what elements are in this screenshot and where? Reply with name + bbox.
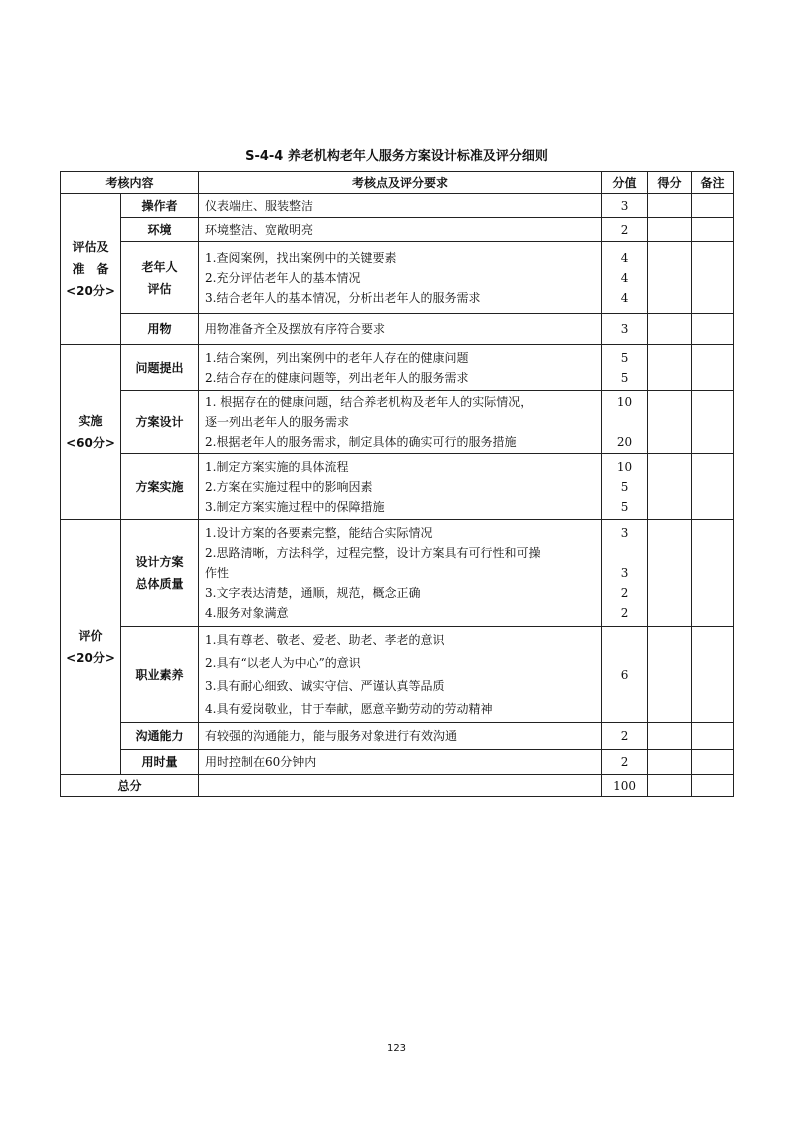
score-cell: [602, 750, 648, 775]
category-assessment: [61, 194, 121, 345]
score-value: 3: [620, 526, 629, 540]
item-elder-assessment: [121, 242, 199, 314]
item-plan-design: 方案设计: [121, 391, 199, 454]
total-requirement-cell: [199, 775, 602, 797]
category-line: <60分>: [66, 436, 115, 450]
score-cell: [602, 218, 648, 242]
item-time-used: 用时量: [121, 750, 199, 775]
score-value: 4: [620, 270, 629, 285]
requirement-cell: [199, 723, 602, 750]
requirement-line: 1.具有尊老、敬老、爱老、助老、孝老的意识: [205, 632, 445, 647]
note-cell: [692, 520, 734, 627]
table-row: [61, 627, 734, 723]
item-professionalism: 职业素养: [121, 627, 199, 723]
got-cell: [648, 723, 692, 750]
requirement-line: 环境整洁、宽敞明亮: [205, 222, 314, 237]
score-value: 3: [620, 198, 629, 213]
got-cell: [648, 242, 692, 314]
header-content: 考核内容: [61, 172, 199, 194]
score-value: 3: [620, 322, 629, 336]
got-cell: [648, 314, 692, 345]
score-value: 5: [620, 479, 629, 494]
category-line: 评价: [78, 629, 103, 643]
score-value: 10: [616, 459, 633, 474]
score-value: 5: [620, 499, 629, 514]
requirement-line: 用时控制在60分钟内: [205, 755, 317, 769]
item-overall-quality: [121, 520, 199, 627]
score-value: 3: [620, 566, 629, 580]
score-cell: [602, 314, 648, 345]
category-line: 评估及: [72, 240, 109, 254]
requirement-cell: [199, 454, 602, 520]
header-row: [61, 172, 734, 194]
requirement-cell: [199, 242, 602, 314]
table-row: [61, 242, 734, 314]
total-score: 100: [602, 775, 648, 797]
requirement-line: 2.充分评估老年人的基本情况: [205, 270, 361, 285]
score-value: 4: [620, 290, 629, 305]
requirement-line: 3.具有耐心细致、诚实守信、严谨认真等品质: [205, 678, 445, 693]
requirement-line: 作性: [205, 566, 230, 580]
note-cell: [692, 775, 734, 797]
score-cell: [602, 454, 648, 520]
table-row: [61, 454, 734, 520]
requirement-line: 用物准备齐全及摆放有序符合要求: [205, 322, 386, 336]
table-row: [61, 723, 734, 750]
got-cell: [648, 750, 692, 775]
requirement-cell: [199, 345, 602, 391]
requirement-line: 3.文字表达清楚，通顺，规范，概念正确: [205, 586, 421, 600]
requirement-line: 1.设计方案的各要素完整，能结合实际情况: [205, 526, 433, 540]
total-row: [61, 775, 734, 797]
header-note: 备注: [692, 172, 734, 194]
requirement-line: 4.服务对象满意: [205, 606, 289, 620]
table-row: [61, 345, 734, 391]
score-value: 6: [620, 667, 629, 682]
requirement-line: 3.制定方案实施过程中的保障措施: [205, 499, 385, 514]
table-row: [61, 218, 734, 242]
score-value: 4: [620, 250, 629, 265]
category-line: 实施: [78, 414, 103, 428]
requirement-line: 3.结合老年人的基本情况，分析出老年人的服务需求: [205, 290, 481, 305]
got-cell: [648, 345, 692, 391]
scoring-table: [60, 171, 734, 797]
requirement-line: 2.结合存在的健康问题等，列出老年人的服务需求: [205, 370, 469, 385]
category-line: <20分>: [66, 651, 115, 665]
note-cell: [692, 454, 734, 520]
requirement-line: 1. 根据存在的健康问题，结合养老机构及老年人的实际情况，: [205, 395, 533, 409]
item-line: 总体质量: [135, 577, 184, 591]
item-plan-implementation: 方案实施: [121, 454, 199, 520]
score-value: 2: [620, 222, 629, 237]
requirement-cell: [199, 520, 602, 627]
requirement-cell: [199, 391, 602, 454]
note-cell: [692, 750, 734, 775]
score-cell: [602, 520, 648, 627]
requirement-line: 1.结合案例，列出案例中的老年人存在的健康问题: [205, 350, 469, 365]
requirement-line: 1.查阅案例，找出案例中的关键要素: [205, 250, 397, 265]
note-cell: [692, 391, 734, 454]
header-score: 分值: [602, 172, 648, 194]
requirement-line: 2.具有“以老人为中心”的意识: [205, 655, 361, 670]
score-value: 5: [620, 370, 629, 385]
got-cell: [648, 218, 692, 242]
header-got: 得分: [648, 172, 692, 194]
note-cell: [692, 627, 734, 723]
score-cell: [602, 194, 648, 218]
requirement-line: 2.根据老年人的服务需求，制定具体的确实可行的服务措施: [205, 435, 517, 449]
score-value: 5: [620, 350, 629, 365]
score-value: 2: [620, 606, 629, 620]
item-problem: 问题提出: [121, 345, 199, 391]
score-value: [602, 412, 647, 432]
score-cell: [602, 391, 648, 454]
got-cell: [648, 627, 692, 723]
category-implementation: [61, 345, 121, 520]
got-cell: [648, 520, 692, 627]
requirement-line: 仪表端庄、服装整洁: [205, 198, 314, 213]
score-value: 20: [616, 435, 633, 449]
requirement-line: 有较强的沟通能力，能与服务对象进行有效沟通: [205, 729, 458, 743]
got-cell: [648, 391, 692, 454]
item-operator: 操作者: [121, 194, 199, 218]
requirement-cell: [199, 218, 602, 242]
score-value: 2: [620, 755, 629, 769]
total-label: 总分: [61, 775, 199, 797]
item-line: 评估: [147, 281, 172, 296]
requirement-line: 2.思路清晰，方法科学，过程完整，设计方案具有可行性和可操: [205, 546, 541, 560]
category-line: <20分>: [66, 284, 115, 298]
table-title: S-4-4 养老机构老年人服务方案设计标准及评分细则: [245, 149, 548, 164]
requirement-line: 1.制定方案实施的具体流程: [205, 459, 349, 474]
category-evaluation: [61, 520, 121, 775]
item-supplies: 用物: [121, 314, 199, 345]
note-cell: [692, 345, 734, 391]
note-cell: [692, 314, 734, 345]
score-cell: [602, 345, 648, 391]
table-row: [61, 750, 734, 775]
table-row: [61, 314, 734, 345]
score-cell: [602, 242, 648, 314]
table-row: [61, 520, 734, 627]
note-cell: [692, 194, 734, 218]
requirement-cell: [199, 627, 602, 723]
got-cell: [648, 194, 692, 218]
requirement-cell: [199, 314, 602, 345]
item-environment: 环境: [121, 218, 199, 242]
note-cell: [692, 723, 734, 750]
requirement-line: 逐一列出老年人的服务需求: [205, 415, 350, 429]
table-row: [61, 391, 734, 454]
note-cell: [692, 218, 734, 242]
score-value: [602, 543, 647, 563]
requirement-line: 2.方案在实施过程中的影响因素: [205, 479, 373, 494]
requirement-cell: [199, 194, 602, 218]
category-line: 准 备: [72, 262, 109, 276]
score-cell: [602, 627, 648, 723]
score-value: 2: [620, 729, 629, 743]
page-number: 123: [386, 1043, 407, 1054]
requirement-cell: [199, 750, 602, 775]
requirement-line: 4.具有爱岗敬业，甘于奉献，愿意辛勤劳动的劳动精神: [205, 701, 493, 716]
got-cell: [648, 454, 692, 520]
score-value: 2: [620, 586, 629, 600]
table-row: [61, 194, 734, 218]
note-cell: [692, 242, 734, 314]
item-communication: 沟通能力: [121, 723, 199, 750]
item-line: 老年人: [141, 259, 178, 274]
header-requirements: 考核点及评分要求: [199, 172, 602, 194]
score-cell: [602, 723, 648, 750]
item-line: 设计方案: [135, 555, 184, 569]
got-cell: [648, 775, 692, 797]
score-value: 10: [616, 395, 633, 409]
